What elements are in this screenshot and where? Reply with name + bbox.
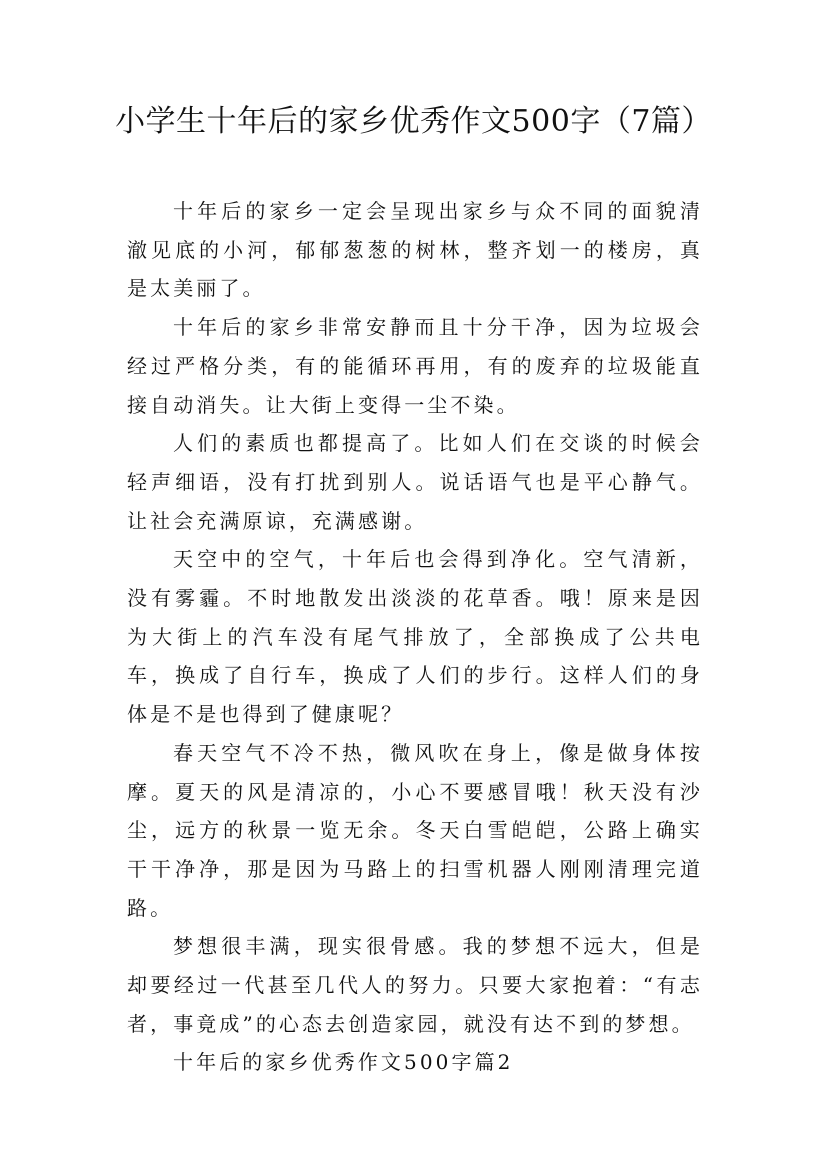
- paragraph-2: 十年后的家乡非常安静而且十分干净，因为垃圾会经过严格分类，有的能循环再用，有的废弃的垃圾能直接自动消失。让大街上变得一尘不染。: [127, 315, 703, 417]
- paragraph-6: 梦想很丰满，现实很骨感。我的梦想不远大，但是却要经过一代甚至几代人的努力。只要大家抱着：“有志者，事竟成”的心态去创造家园，就没有达不到的梦想。: [127, 934, 703, 1036]
- document-body: [127, 192, 703, 1082]
- document-title: 小学生十年后的家乡优秀作文500字（7篇）: [115, 104, 712, 139]
- paragraph-5: 春天空气不冷不热，微风吹在身上，像是做身体按摩。夏天的风是清凉的，小心不要感冒哦！秋天没有沙尘，远方的秋景一览无余。冬天白雪皑皑，公路上确实干干净净，那是因为马路上的扫雪机器人刚刚清理完道路。: [127, 740, 703, 920]
- paragraph-4: 天空中的空气，十年后也会得到净化。空气清新，没有雾霾。不时地散发出淡淡的花草香。哦！原来是因为大街上的汽车没有尾气排放了，全部换成了公共电车，换成了自行车，换成了人们的步行。这样人们的身体是不是也得到了健康呢？: [127, 547, 703, 727]
- section-heading-part-2: 十年后的家乡优秀作文500字篇2: [173, 1050, 514, 1075]
- paragraph-3: 人们的素质也都提高了。比如人们在交谈的时候会轻声细语，没有打扰到别人。说话语气也是平心静气。让社会充满原谅，充满感谢。: [127, 431, 703, 533]
- paragraph-1: 十年后的家乡一定会呈现出家乡与众不同的面貌清澈见底的小河，郁郁葱葱的树林，整齐划一的楼房，真是太美丽了。: [127, 199, 703, 301]
